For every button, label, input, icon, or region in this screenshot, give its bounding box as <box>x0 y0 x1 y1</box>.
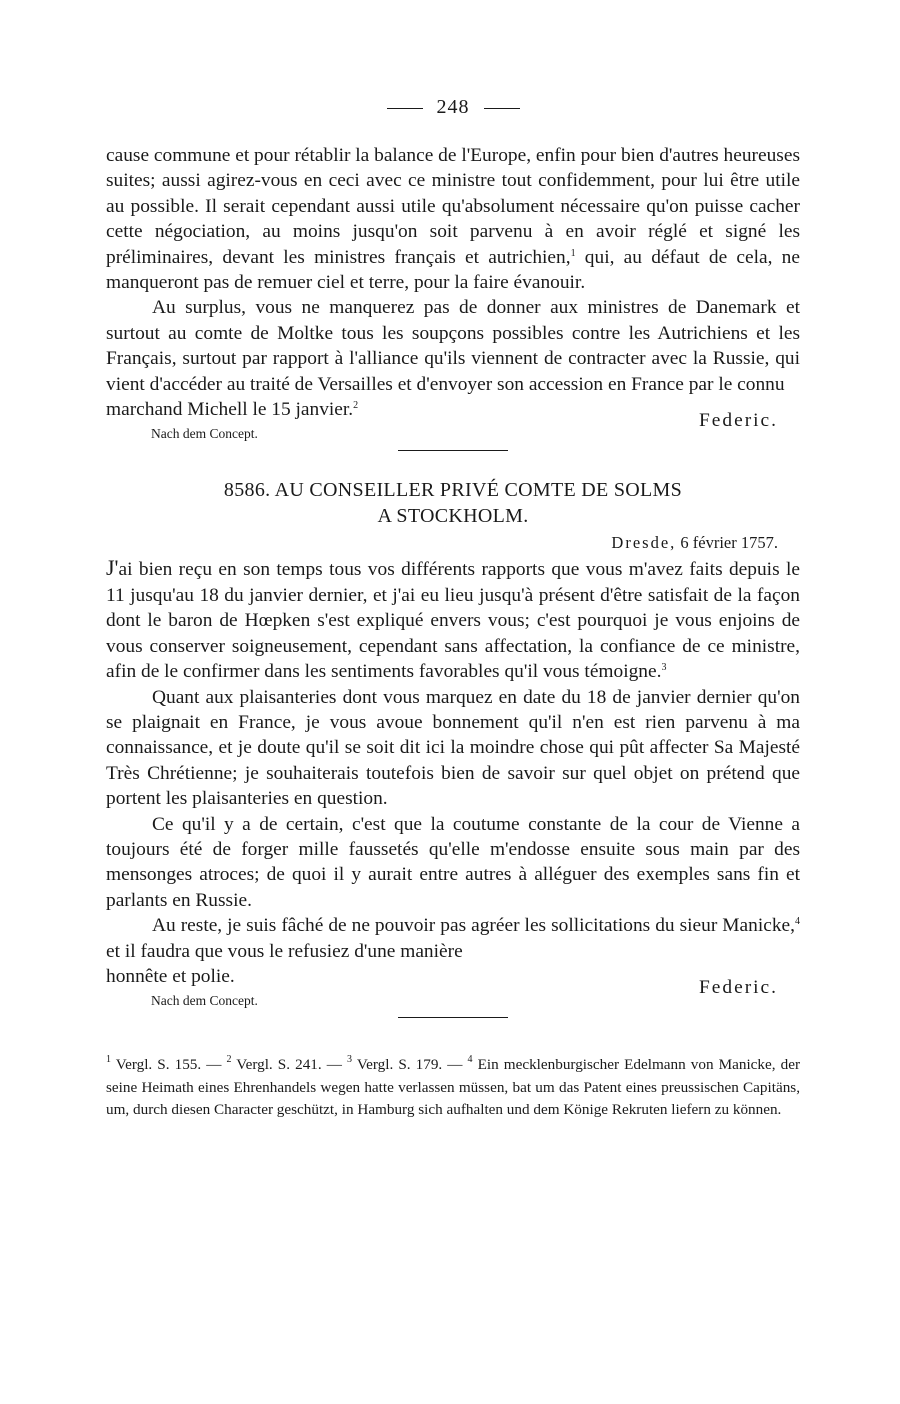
letter-1-paragraph-2: Au surplus, vous ne manquerez pas de donner aux ministres de Danemark et surtout au comte de Moltke tous les soupçons possibles contre les Autrichiens et les Français, surtout par rapport à l'alliance qu'ils viennent de contracter avec la Russie, qui vient d'accéder au traité de Versailles et d'envoyer son accession en France par le connu <box>106 297 800 395</box>
letter-2-last-line: honnête et polie. <box>106 965 235 987</box>
letter-1-paragraph-1: cause commune et pour rétablir la balance de l'Europe, enfin pour bien d'autres heureuses suites; aussi agirez-vous en ceci avec ce ministre tout confidemment, pour lui être utile au possible. Il serait cependant aussi utile qu'absolument nécessaire qu'on puisse cacher cette négociation, au moins jusqu'on soit parvenu à en avoir réglé et signé les préliminaires, devant les ministres français et autrichien,$^1$ qui, au défaut de cela, ne manqueront pas de remuer ciel et terre, pour la faire évanouir. <box>106 145 801 294</box>
letter-2-heading <box>106 477 800 529</box>
letter-2-paragraph-2: Quant aux plaisanteries dont vous marquez en date du 18 de janvier dernier qu'on se plaignait en France, je vous avoue bonnement qu'il n'en est rien parvenu à ma connaissance, et je doute qu'il se soit dit ici la moindre chose qui pût affecter Sa Majesté Très Chrétienne; je souhaiterais toutefois bien de savoir sur quel objet on prétend que portent les plaisanteries en question. <box>106 686 800 810</box>
letter-2-paragraph-1: J'ai bien reçu en son temps tous vos différents rapports que vous m'avez faits depuis le 11 jusqu'au 18 du janvier dernier, et j'ai eu lieu jusqu'à présent d'être satisfait de la façon dont le baron de Hœpken s'est expliqué envers vous; c'est pourquoi je vous enjoins de vous conserver soigneusement, cependant sans affectation, la confiance de ce ministre, afin de le confirmer dans les sentiments favorables qu'il vous témoigne.$^3$ <box>106 555 800 683</box>
page-number-text: 248 <box>436 96 470 118</box>
footnote-ref-4: 4 <box>795 916 800 928</box>
footnote-ref-1: 1 <box>570 247 576 259</box>
letter-2-source-note: Nach dem Concept. <box>151 993 258 1009</box>
letter-2-closing <box>106 964 800 999</box>
page-number-dash-right <box>484 108 520 109</box>
footnotes <box>106 1054 800 1121</box>
document-page <box>106 96 800 1121</box>
letter-2 <box>106 477 800 1018</box>
section-divider <box>398 450 508 451</box>
letter-2-heading-line-2: A STOCKHOLM. <box>377 505 529 528</box>
footnote-ref-3: 3 <box>661 662 667 674</box>
footnotes-text: $^1$ Vergl. S. 155. — $^2$ Vergl. S. 241. — $^3$ Vergl. S. 179. — $^4$ Ein mecklenburgischer Edelmann von Manicke, der seine Heimath eines Ehrenhandels wegen hatte verlassen müssen, bat um das Patent eines preussischen Capitäns, um, durch diesen Character geschützt, in Hamburg sich aufhalten und dem Könige Rekruten liefern zu können. <box>106 1054 801 1118</box>
section-divider-2 <box>398 1017 508 1018</box>
letter-1-last-line: marchand Michell le 15 janvier.$^2$ <box>106 399 359 421</box>
letter-1-signature: Federic. <box>699 410 778 432</box>
letter-2-heading-line-1: 8586. AU CONSEILLER PRIVÉ COMTE DE SOLMS <box>223 479 683 502</box>
dateline-place: Dresde, <box>611 533 677 553</box>
page-number <box>106 96 800 119</box>
letter-2-paragraph-4: Au reste, je suis fâché de ne pouvoir pas agréer les sollicitations du sieur Manicke,$^4$ et il faudra que vous le refusiez d'une manière <box>106 915 800 962</box>
letter-1-source-note: Nach dem Concept. <box>151 426 258 442</box>
letter-2-signature: Federic. <box>699 977 778 999</box>
letter-2-paragraph-3: Ce qu'il y a de certain, c'est que la coutume constante de la cour de Vienne a toujours été de forger mille faussetés qu'elle m'endosse ensuite sous main par des mensonges atroces; de quoi il y aurait entre autres à alléguer des exemples sans fin et parlants en Russie. <box>106 813 800 911</box>
page-number-dash-left <box>387 108 423 109</box>
dateline-date: 6 février 1757. <box>680 533 778 553</box>
footnote-ref-2: 2 <box>353 400 359 412</box>
letter-2-dateline <box>106 533 800 553</box>
letter-1-closing <box>106 397 800 432</box>
letter-1 <box>106 143 800 451</box>
